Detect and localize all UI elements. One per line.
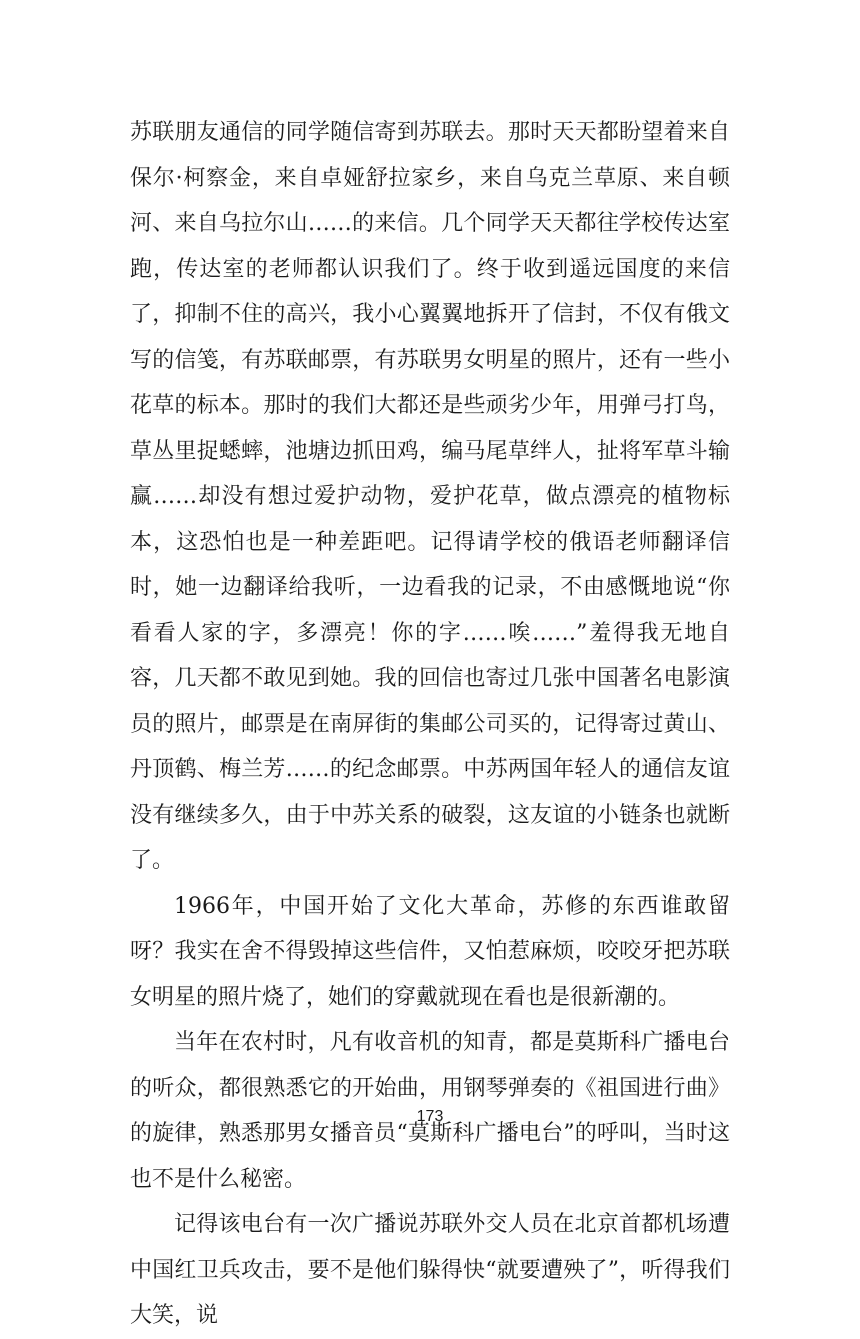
paragraph-broadcast: 记得该电台有一次广播说苏联外交人员在北京首都机场遭中国红卫兵攻击，要不是他们躲得快“就要遭殃了”，听得我们大笑，说 [130, 1212, 730, 1328]
page-number: 173 [416, 1108, 444, 1125]
body-text [130, 110, 730, 1339]
paragraph-radio-listeners: 当年在农村时，凡有收音机的知青，都是莫斯科广播电台的听众，都很熟悉它的开始曲，用钢琴弹奏的《祖国进行曲》的旋律，熟悉那男女播音员“莫斯科广播电台”的呼叫，当时这也不是什么秘密。 [130, 1030, 730, 1192]
paragraph-continuation: 苏联朋友通信的同学随信寄到苏联去。那时天天都盼望着来自保尔·柯察金，来自卓娅舒拉家乡，来自乌克兰草原、来自顿河、来自乌拉尔山……的来信。几个同学天天都往学校传达室跑，传达室的老师都认识我们了。终于收到遥远国度的来信了，抑制不住的高兴，我小心翼翼地拆开了信封，不仅有俄文写的信笺，有苏联邮票，有苏联男女明星的照片，还有一些小花草的标本。那时的我们大都还是些顽劣少年，用弹弓打鸟，草丛里捉蟋蟀，池塘边抓田鸡，编马尾草绊人，扯将军草斗输赢……却没有想过爱护动物，爱护花草，做点漂亮的植物标本，这恐怕也是一种差距吧。记得请学校的俄语老师翻译信时，她一边翻译给我听，一边看我的记录，不由感慨地说“你看看人家的字，多漂亮！你的字……唉……”羞得我无地自容，几天都不敢见到她。我的回信也寄过几张中国著名电影演员的照片，邮票是在南屏街的集邮公司买的，记得寄过黄山、丹顶鹤、梅兰芳……的纪念邮票。中苏两国年轻人的通信友谊没有继续多久，由于中苏关系的破裂，这友谊的小链条也就断了。 [130, 120, 730, 873]
paragraph-1966: 1966年，中国开始了文化大革命，苏修的东西谁敢留呀？我实在舍不得毁掉这些信件，又怕惹麻烦，咬咬牙把苏联女明星的照片烧了，她们的穿戴就现在看也是很新潮的。 [130, 893, 730, 1010]
